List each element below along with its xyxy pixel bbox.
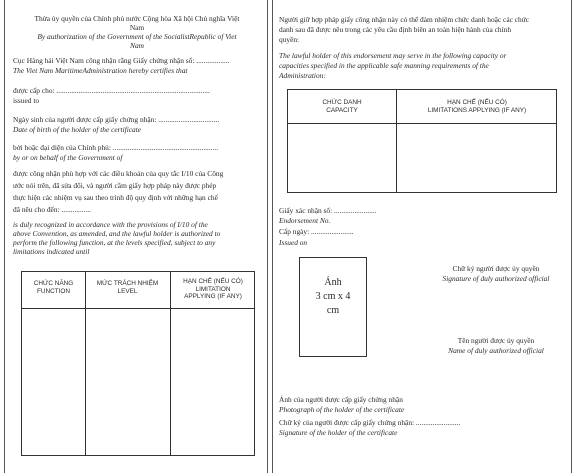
col-level-en: LEVEL xyxy=(117,288,138,295)
photo-placeholder xyxy=(299,257,367,357)
para-en-3: perform the following function, at the levels specified, subject to any xyxy=(13,238,216,247)
para-en-4: limitations indicated until xyxy=(13,247,90,256)
col-limitations-en: LIMITATIONS APPLYING (IF ANY) xyxy=(427,107,527,114)
sig-holder-en: Signature of the holder of the certificate xyxy=(279,428,398,437)
left-page xyxy=(4,0,268,473)
para-en-1: is duly recognized in accordance with the provisions of I/10 of the xyxy=(13,220,208,229)
behalf-en: by or on behalf of the Government of xyxy=(13,153,123,162)
para-vi-1: được công nhận phù hợp với các điều khoản của quy tắc I/10 của Công xyxy=(13,169,224,178)
authority-vi: Thừa ủy quyền của Chính phủ nước Cộng hòa Xã hội Chủ nghĩa Việt xyxy=(34,14,240,23)
col-level-vi: MỨC TRÁCH NHIỆM xyxy=(96,280,159,287)
col-capacity-en: CAPACITY xyxy=(326,107,358,114)
intro-en-1: The lawful holder of this endorsement may serve in the following capacity or xyxy=(279,51,507,60)
certifies-vi: Cục Hàng hải Việt Nam công nhận rằng Giấy chứng nhận số: .................. xyxy=(13,56,230,65)
photo-holder-vi: Ảnh của người được cấp giấy chứng nhận xyxy=(279,395,403,404)
authority-en: By authorization of the Government of the SocialistRepublic of Viet xyxy=(37,32,237,41)
dob-en: Date of birth of the holder of the certificate xyxy=(13,125,142,134)
authority-en-2: Nam xyxy=(130,41,144,50)
para-vi-2: ước nói trên, đã sửa đổi, và người cầm giấy hợp pháp này được phép xyxy=(13,181,217,190)
sig-holder-vi: Chữ ký của người được cấp giấy chứng nhận: ........................ xyxy=(279,418,461,427)
issued-vi: được cấp cho: ................................................................................... xyxy=(13,86,210,95)
photo-label-1: Ảnh xyxy=(324,277,342,288)
col-limitation-en-2: APPLYING (IF ANY) xyxy=(184,293,242,300)
authority-vi-2: Nam xyxy=(129,23,145,32)
col-limitation-vi: HẠN CHẾ (NẾU CÓ) xyxy=(183,278,243,285)
para-vi-4: đã nêu cho đến: ................ xyxy=(13,205,91,214)
col-function-vi: CHỨC NĂNG xyxy=(33,280,74,287)
sig-official-en: Signature of duly authorized official xyxy=(442,274,550,283)
issued-on-vi: Cấp ngày: ....................... xyxy=(279,227,354,236)
behalf-vi: bởi hoặc đại diện của Chính phủ: ......................................................... xyxy=(13,143,219,152)
endorse-en: Endorsement No. xyxy=(279,216,331,225)
photo-label-3: cm xyxy=(326,305,340,316)
issued-on-en: Issued on xyxy=(279,238,308,247)
name-official-en: Name of duly authorized official xyxy=(448,346,544,355)
endorse-vi: Giấy xác nhận số: ....................... xyxy=(279,206,377,215)
intro-vi-3: quyền: xyxy=(279,35,300,44)
intro-vi-1: Người giữ hợp pháp giấy công nhận này có thể đảm nhiệm chức danh hoặc các chức xyxy=(279,15,529,24)
intro-en-2: capacities specified in the applicable safe manning requirements of the xyxy=(279,61,489,70)
col-limitations-vi: HẠN CHẾ (NẾU CÓ) xyxy=(447,99,507,106)
intro-en-3: Administration: xyxy=(279,71,326,80)
photo-label-2: 3 cm x 4 xyxy=(315,291,351,302)
intro-vi-2: danh sau đã được nêu trong các yêu cầu định biên an toàn hiện hành của chính xyxy=(279,25,512,34)
function-table xyxy=(21,271,255,456)
photo-holder-en: Photograph of the holder of the certificate xyxy=(279,405,405,414)
certifies-en: The Viet Nam MaritimeAdministration hereby certifies that xyxy=(13,66,188,75)
col-limitation-en: LIMITATION xyxy=(195,286,231,293)
capacity-table xyxy=(287,89,557,193)
col-capacity-vi: CHỨC DANH xyxy=(322,99,362,106)
col-function-en: FUNCTION xyxy=(36,288,70,295)
right-page xyxy=(272,0,572,473)
para-en-2: above Convention, as amended, and the lawful holder is authorized to xyxy=(13,229,221,238)
para-vi-3: thực hiện các nhiệm vụ sau theo trình độ quy định với những hạn chế xyxy=(13,193,218,202)
dob-vi: Ngày sinh của người được cấp giấy chứng nhận: ................................. xyxy=(13,115,220,124)
sig-official-vi: Chữ ký người được ủy quyền xyxy=(452,264,540,273)
issued-en: issued to xyxy=(13,96,40,105)
name-official-vi: Tên người được ủy quyền xyxy=(457,336,535,345)
